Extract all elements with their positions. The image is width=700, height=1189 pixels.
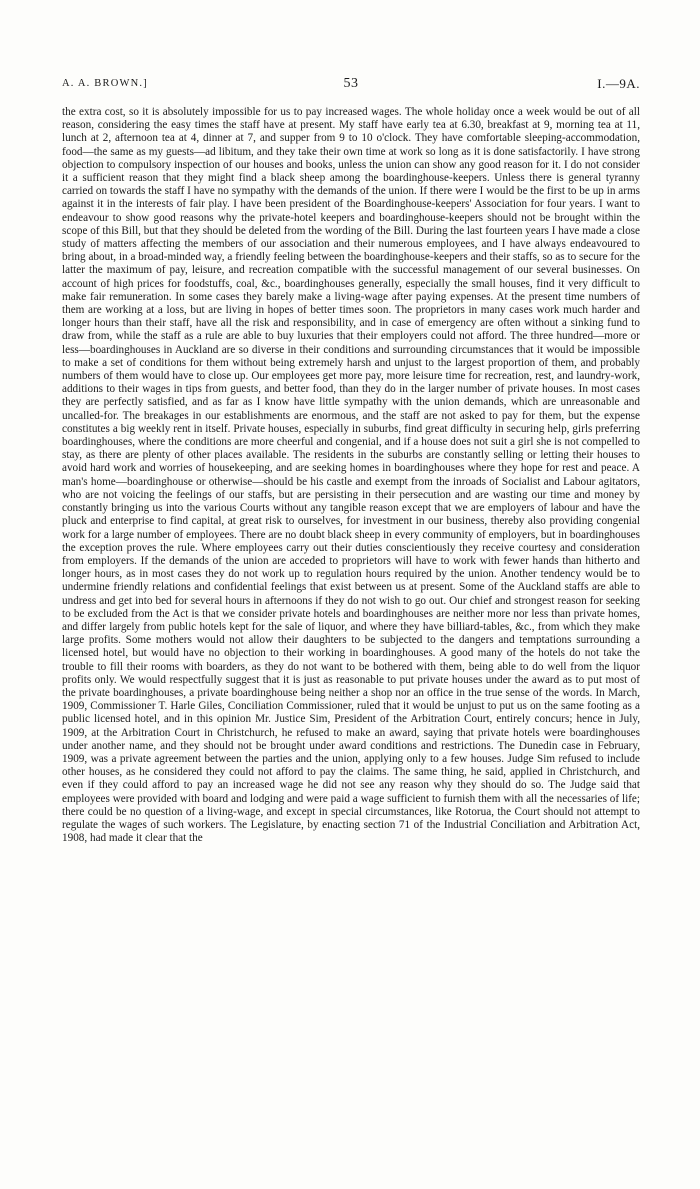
- running-header: [62, 76, 640, 96]
- page-number: 53: [343, 76, 359, 91]
- header-author: A. A. BROWN.]: [62, 78, 148, 89]
- document-reference: I.—9A.: [597, 76, 640, 91]
- body-paragraph: the extra cost, so it is absolutely impossible for us to pay increased wages. The whole holiday once a week would be out of all reason, considering the easy times the staff have at present. My staff have early tea at 6.30, breakfast at 9, morning tea at 11, lunch at 2, afternoon tea at 4, dinner at 7, and supper from 9 to 10 o'clock. They have comfortable sleeping-accommodation, food—the same as my guests—ad libitum, and they take their own time at work so long as it is done satisfactorily. I have strong objection to compulsory inspection of our houses and books, unless the union can show any good reason for it. I do not consider it a sufficient reason that they might find a black sheep among the boardinghouse-keepers. Unless there is general tyranny carried on towards the staff I have no sympathy with the demands of the union. If there were I would be the first to be up in arms against it in the interests of fair play. I have been president of the Boardinghouse-keepers' Association for four years. I want to endeavour to show good reasons why the private-hotel keepers and boardinghouse-keepers should not be brought within the scope of this Bill, but that they should be deleted from the wording of the Bill. During the last fourteen years I have made a close study of matters affecting the members of our association and their numerous employees, and I have always endeavoured to bring about, in a broad-minded way, a friendly feeling between the boardinghouse-keepers and their staffs, so as to secure for the latter the maximum of pay, leisure, and recreation compatible with the successful management of our several businesses. On account of high prices for foodstuffs, coal, &c., boardinghouses generally, especially the small houses, find it very difficult to make fair remuneration. In some cases they barely make a living-wage after paying expenses. At the present time numbers of them are working at a loss, but are living in hopes of better times soon. The proprietors in many cases work much harder and longer hours than their staff, have all the risk and responsibility, and in case of emergency are often without a sinking fund to draw from, while the staff as a rule are able to buy luxuries that their employers could not afford. The three hundred—more or less—boardinghouses in Auckland are so diverse in their conditions and surrounding circumstances that it would be impossible to make a set of conditions for them without being extremely harsh and unjust to the largest proportion of them, and probably numbers of them would have to close up. Our employees get more pay, more leisure time for recreation, rest, and laundry-work, additions to their wages in tips from guests, and better food, than they do in the larger number of private houses. In most cases they are perfectly satisfied, and as far as I know have little sympathy with the union demands, which are unreasonable and uncalled-for. The breakages in our establishments are enormous, and the staff are not asked to pay for them, but the expense constitutes a big weekly rent in itself. Private houses, especially in suburbs, find great difficulty in securing help, girls preferring boardinghouses, where the conditions are more cheerful and congenial, and if a house does not suit a girl she is not compelled to stay, as there are plenty of other places available. The residents in the suburbs are constantly selling or letting their houses to avoid hard work and worries of housekeeping, and are seeking homes in boardinghouses where they hope for rest and peace. A man's home—boardinghouse or otherwise—should be his castle and exempt from the inroads of Socialist and Labour agitators, who are not voicing the feelings of our staffs, but are persisting in their persecution and are wasting our time and money by constantly bringing us into the various Courts without any tangible reason except that we are employers of labour and have the pluck and enterprise to find capital, at great risk to ourselves, for investment in our business, thereby also providing congenial work for a large number of employees. There are no doubt black sheep in every community of employers, but in boardinghouses the exception proves the rule. Where employees carry out their duties conscientiously they receive courtesy and consideration from employers. If the demands of the union are acceded to proprietors will have to work with fewer hands than hitherto and longer hours, as in most cases they do not work up to regulation hours required by the union. Another tendency would be to undermine friendly relations and confidential feelings that exist between us at present. Some of the Auckland staffs are able to undress and get into bed for several hours in afternoons if they do not wish to go out. Our chief and strongest reason for seeking to be excluded from the Act is that we consider private hotels and boardinghouses are neither more nor less than private homes, and differ largely from public hotels kept for the sale of liquor, and where they have billiard-tables, &c., from which they make large profits. Some mothers would not allow their daughters to be subjected to the dangers and temptations surrounding a licensed hotel, but would have no objection to their working in boardinghouses. A good many of the hotels do not take the trouble to fill their rooms with boarders, as they do not want to be bothered with them, being able to do well from the liquor profits only. We would respectfully suggest that it is just as reasonable to put private houses under the award as to put most of the private boardinghouses, a private boardinghouse being neither a shop nor an office in the true sense of the words. In March, 1909, Commissioner T. Harle Giles, Conciliation Commissioner, ruled that it would be unjust to put us on the same footing as a public licensed hotel, and in this opinion Mr. Justice Sim, President of the Arbitration Court, entirely concurs; hence in July, 1909, at the Arbitration Court in Christchurch, he refused to make an award, saying that private hotels were boardinghouses under another name, and they should not be brought under award conditions and restrictions. The Dunedin case in February, 1909, was a private agreement between the parties and the union, applying only to a few houses. Judge Sim refused to include other houses, as he considered they could not afford to pay the claims. The same thing, he said, applied in Christchurch, and even if they could afford to pay an increased wage he did not see any reason why they should do so. The Judge said that employees were provided with board and lodging and were paid a wage sufficient to furnish them with all the necessaries of life; there could be no question of a living-wage, and except in special circumstances, like Rotorua, the Court should not attempt to regulate the wages of such workers. The Legislature, by enacting section 71 of the Industrial Conciliation and Arbitration Act, 1908, had made it clear that the: [62, 106, 640, 845]
